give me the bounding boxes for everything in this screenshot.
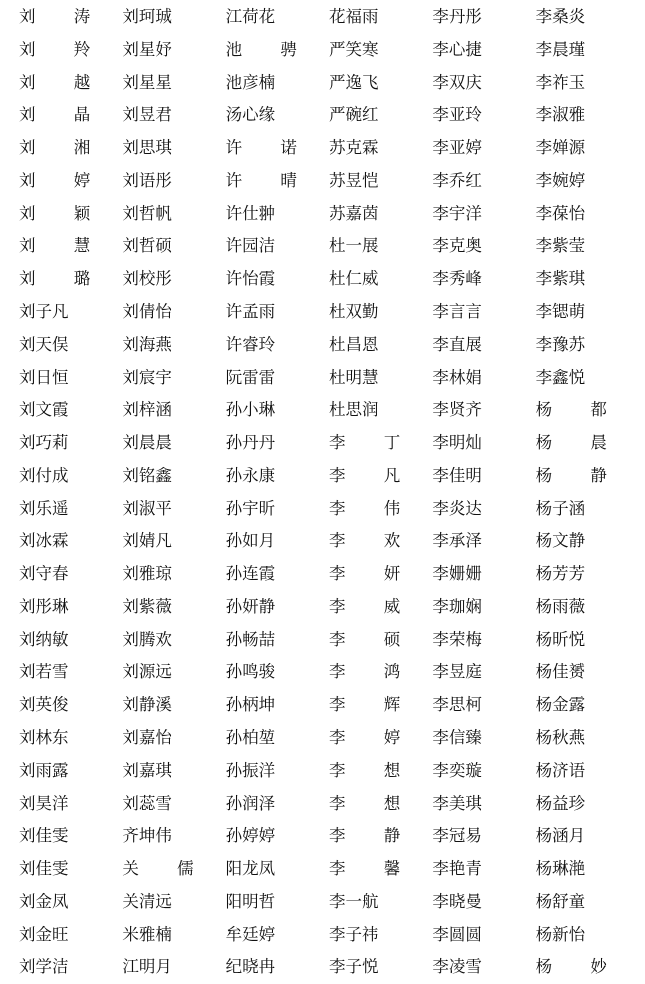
name-cell: 李 鸿 <box>329 662 417 682</box>
name-cell: 阳龙凤 <box>225 859 276 879</box>
name-cell: 许睿玲 <box>225 334 276 354</box>
name-cell: 孙宇昕 <box>225 498 276 518</box>
name-cell: 李祚玉 <box>535 72 586 92</box>
name-cell: 刘子凡 <box>19 302 69 322</box>
name-cell: 孙畅喆 <box>225 629 276 649</box>
name-cell: 李 静 <box>329 826 417 846</box>
name-cell: 李 辉 <box>329 695 417 715</box>
name-cell: 李佳明 <box>432 465 482 485</box>
name-cell: 杨 妙 <box>535 957 624 977</box>
name-cell: 孙妍静 <box>225 596 276 616</box>
name-cell: 刘雨露 <box>19 760 69 780</box>
name-cell: 许仕翀 <box>225 203 276 223</box>
name-cell: 孙连霞 <box>225 564 276 584</box>
name-cell: 李 丁 <box>329 433 417 453</box>
name-cell: 刘纳敏 <box>19 629 69 649</box>
name-cell: 刘腾欢 <box>122 629 172 649</box>
name-cell: 米雅楠 <box>122 924 172 944</box>
name-cell: 李思柯 <box>432 695 482 715</box>
name-cell: 李昱庭 <box>432 662 482 682</box>
name-cell: 李紫莹 <box>535 236 586 256</box>
name-cell: 杨 静 <box>535 465 624 485</box>
name-cell: 刘铭鑫 <box>122 465 172 485</box>
name-cell: 刘源远 <box>122 662 172 682</box>
name-cell: 池彦楠 <box>225 72 276 92</box>
name-cell: 刘守春 <box>19 564 69 584</box>
name-cell: 汤心缘 <box>225 105 276 125</box>
name-cell: 杨芳芳 <box>535 564 586 584</box>
name-cell: 刘 涛 <box>19 7 107 27</box>
name-cell: 杜思润 <box>329 400 379 420</box>
name-cell: 杨 晨 <box>535 433 624 453</box>
name-cell: 杨金露 <box>535 695 586 715</box>
name-cell: 李奕璇 <box>432 760 482 780</box>
name-cell: 刘 越 <box>19 72 107 92</box>
name-cell: 李双庆 <box>432 72 482 92</box>
name-cell: 杨舒童 <box>535 891 586 911</box>
name-cell: 花福雨 <box>329 7 379 27</box>
name-cell: 李明灿 <box>432 433 482 453</box>
name-cell: 纪晓冉 <box>225 957 276 977</box>
name-cell: 刘婧凡 <box>122 531 172 551</box>
name-cell: 李信臻 <box>432 727 482 747</box>
name-cell: 孙如月 <box>225 531 276 551</box>
name-cell: 刘倩怡 <box>122 302 172 322</box>
name-cell: 李克奥 <box>432 236 482 256</box>
name-cell: 李心捷 <box>432 39 482 59</box>
name-cell: 严逸飞 <box>329 72 379 92</box>
name-cell: 李 馨 <box>329 859 417 879</box>
name-cell: 孙鸣骏 <box>225 662 276 682</box>
name-cell: 李珈娴 <box>432 596 482 616</box>
name-cell: 李 欢 <box>329 531 417 551</box>
name-cell: 李一航 <box>329 891 379 911</box>
name-cell: 刘 婷 <box>19 170 107 190</box>
name-cell: 李直展 <box>432 334 482 354</box>
name-cell: 刘冰霖 <box>19 531 69 551</box>
name-cell: 苏克霖 <box>329 138 379 158</box>
name-cell: 孙小琳 <box>225 400 276 420</box>
name-cell: 刘巧莉 <box>19 433 69 453</box>
name-cell: 刘嘉琪 <box>122 760 172 780</box>
name-cell: 刘晨晨 <box>122 433 172 453</box>
name-cell: 孙婷婷 <box>225 826 276 846</box>
name-cell: 李鑫悦 <box>535 367 586 387</box>
name-cell: 刘淑平 <box>122 498 172 518</box>
name-cell: 刘星妤 <box>122 39 172 59</box>
name-cell: 李冠易 <box>432 826 482 846</box>
name-cell: 杨益珍 <box>535 793 586 813</box>
name-cell: 杨琳滟 <box>535 859 586 879</box>
name-cell: 李言言 <box>432 302 482 322</box>
name-cell: 刘金旺 <box>19 924 69 944</box>
name-cell: 苏昱恺 <box>329 170 379 190</box>
name-cell: 江明月 <box>122 957 172 977</box>
name-cell: 李婵源 <box>535 138 586 158</box>
name-cell: 刘彤琳 <box>19 596 69 616</box>
name-cell: 李秀峰 <box>432 269 482 289</box>
name-cell: 李子祎 <box>329 924 379 944</box>
name-cell: 杜仁威 <box>329 269 379 289</box>
name-cell: 孙永康 <box>225 465 276 485</box>
name-cell: 刘 晶 <box>19 105 107 125</box>
name-cell: 刘林东 <box>19 727 69 747</box>
name-cell: 李承泽 <box>432 531 482 551</box>
name-cell: 李 凡 <box>329 465 417 485</box>
name-cell: 李淑雅 <box>535 105 586 125</box>
name-cell: 刘梓涵 <box>122 400 172 420</box>
name-cell: 杨文静 <box>535 531 586 551</box>
name-cell: 苏嘉茵 <box>329 203 379 223</box>
name-cell: 李宇洋 <box>432 203 482 223</box>
name-cell: 杨涵月 <box>535 826 586 846</box>
name-cell: 孙柏堃 <box>225 727 276 747</box>
name-cell: 严笑寒 <box>329 39 379 59</box>
name-cell: 刘若雪 <box>19 662 69 682</box>
name-cell: 孙润泽 <box>225 793 276 813</box>
name-cell: 李 威 <box>329 596 417 616</box>
name-cell: 李凌雪 <box>432 957 482 977</box>
name-cell: 杜明慧 <box>329 367 379 387</box>
name-cell: 杨新怡 <box>535 924 586 944</box>
name-cell: 刘文霞 <box>19 400 69 420</box>
name-cell: 杜昌恩 <box>329 334 379 354</box>
name-cell: 李锶萌 <box>535 302 586 322</box>
name-cell: 刘珂珹 <box>122 7 172 27</box>
name-cell: 许怡霞 <box>225 269 276 289</box>
name-cell: 杨秋燕 <box>535 727 586 747</box>
name-cell: 杜双勤 <box>329 302 379 322</box>
name-cell: 刘乐遥 <box>19 498 69 518</box>
name-cell: 刘静溪 <box>122 695 172 715</box>
name-cell: 李豫苏 <box>535 334 586 354</box>
name-cell: 李炎达 <box>432 498 482 518</box>
name-cell: 阳明哲 <box>225 891 276 911</box>
name-cell: 李晓曼 <box>432 891 482 911</box>
name-cell: 李荣梅 <box>432 629 482 649</box>
name-cell: 李姗姗 <box>432 564 482 584</box>
name-cell: 孙柄坤 <box>225 695 276 715</box>
name-cell: 刘 颖 <box>19 203 107 223</box>
name-cell: 许孟雨 <box>225 302 276 322</box>
name-cell: 李婉婷 <box>535 170 586 190</box>
name-cell: 刘宸宇 <box>122 367 172 387</box>
name-cell: 刘 璐 <box>19 269 107 289</box>
name-cell: 刘嘉怡 <box>122 727 172 747</box>
name-cell: 刘紫薇 <box>122 596 172 616</box>
name-cell: 李林娟 <box>432 367 482 387</box>
name-cell: 许 晴 <box>225 170 314 190</box>
name-cell: 李亚婷 <box>432 138 482 158</box>
name-cell: 关清远 <box>122 891 172 911</box>
name-cell: 李子悦 <box>329 957 379 977</box>
name-cell: 李 硕 <box>329 629 417 649</box>
name-cell: 杨昕悦 <box>535 629 586 649</box>
name-cell: 李 妍 <box>329 564 417 584</box>
name-cell: 刘 慧 <box>19 236 107 256</box>
name-cell: 牟廷婷 <box>225 924 276 944</box>
name-cell: 刘昊洋 <box>19 793 69 813</box>
name-cell: 严碗红 <box>329 105 379 125</box>
name-cell: 李 婷 <box>329 727 417 747</box>
name-cell: 阮雷雷 <box>225 367 276 387</box>
name-cell: 刘英俊 <box>19 695 69 715</box>
name-cell: 许 诺 <box>225 138 314 158</box>
name-cell: 刘金凤 <box>19 891 69 911</box>
name-cell: 李圆圆 <box>432 924 482 944</box>
name-cell: 刘校彤 <box>122 269 172 289</box>
name-cell: 杨雨薇 <box>535 596 586 616</box>
name-cell: 刘雅琼 <box>122 564 172 584</box>
name-cell: 齐坤伟 <box>122 826 172 846</box>
name-cell: 孙振洋 <box>225 760 276 780</box>
name-cell: 刘天俣 <box>19 334 69 354</box>
name-cell: 刘 湘 <box>19 138 107 158</box>
name-cell: 李 想 <box>329 793 417 813</box>
name-cell: 刘海燕 <box>122 334 172 354</box>
name-cell: 李美琪 <box>432 793 482 813</box>
name-cell: 李丹彤 <box>432 7 482 27</box>
name-cell: 刘哲硕 <box>122 236 172 256</box>
name-cell: 关 儒 <box>122 859 211 879</box>
name-cell: 池 骋 <box>225 39 314 59</box>
name-cell: 刘蕊雪 <box>122 793 172 813</box>
name-cell: 刘星星 <box>122 72 172 92</box>
name-cell: 李紫琪 <box>535 269 586 289</box>
name-cell: 刘哲帆 <box>122 203 172 223</box>
name-cell: 江荷花 <box>225 7 276 27</box>
name-cell: 李乔红 <box>432 170 482 190</box>
name-cell: 李葆怡 <box>535 203 586 223</box>
name-cell: 刘语彤 <box>122 170 172 190</box>
name-cell: 刘佳雯 <box>19 859 69 879</box>
name-cell: 刘昱君 <box>122 105 172 125</box>
name-cell: 刘日恒 <box>19 367 69 387</box>
name-cell: 刘付成 <box>19 465 69 485</box>
name-cell: 杨佳赟 <box>535 662 586 682</box>
name-cell: 刘学洁 <box>19 957 69 977</box>
name-cell: 李 想 <box>329 760 417 780</box>
name-cell: 刘思琪 <box>122 138 172 158</box>
name-cell: 许园洁 <box>225 236 276 256</box>
name-cell: 杜一展 <box>329 236 379 256</box>
name-cell: 李 伟 <box>329 498 417 518</box>
name-cell: 李贤齐 <box>432 400 482 420</box>
name-cell: 杨济语 <box>535 760 586 780</box>
name-cell: 杨 都 <box>535 400 624 420</box>
name-cell: 李桑炎 <box>535 7 586 27</box>
name-cell: 李亚玲 <box>432 105 482 125</box>
name-cell: 杨子涵 <box>535 498 586 518</box>
name-cell: 刘 羚 <box>19 39 107 59</box>
name-cell: 孙丹丹 <box>225 433 276 453</box>
name-cell: 李艳青 <box>432 859 482 879</box>
name-cell: 李晨瑾 <box>535 39 586 59</box>
name-cell: 刘佳雯 <box>19 826 69 846</box>
